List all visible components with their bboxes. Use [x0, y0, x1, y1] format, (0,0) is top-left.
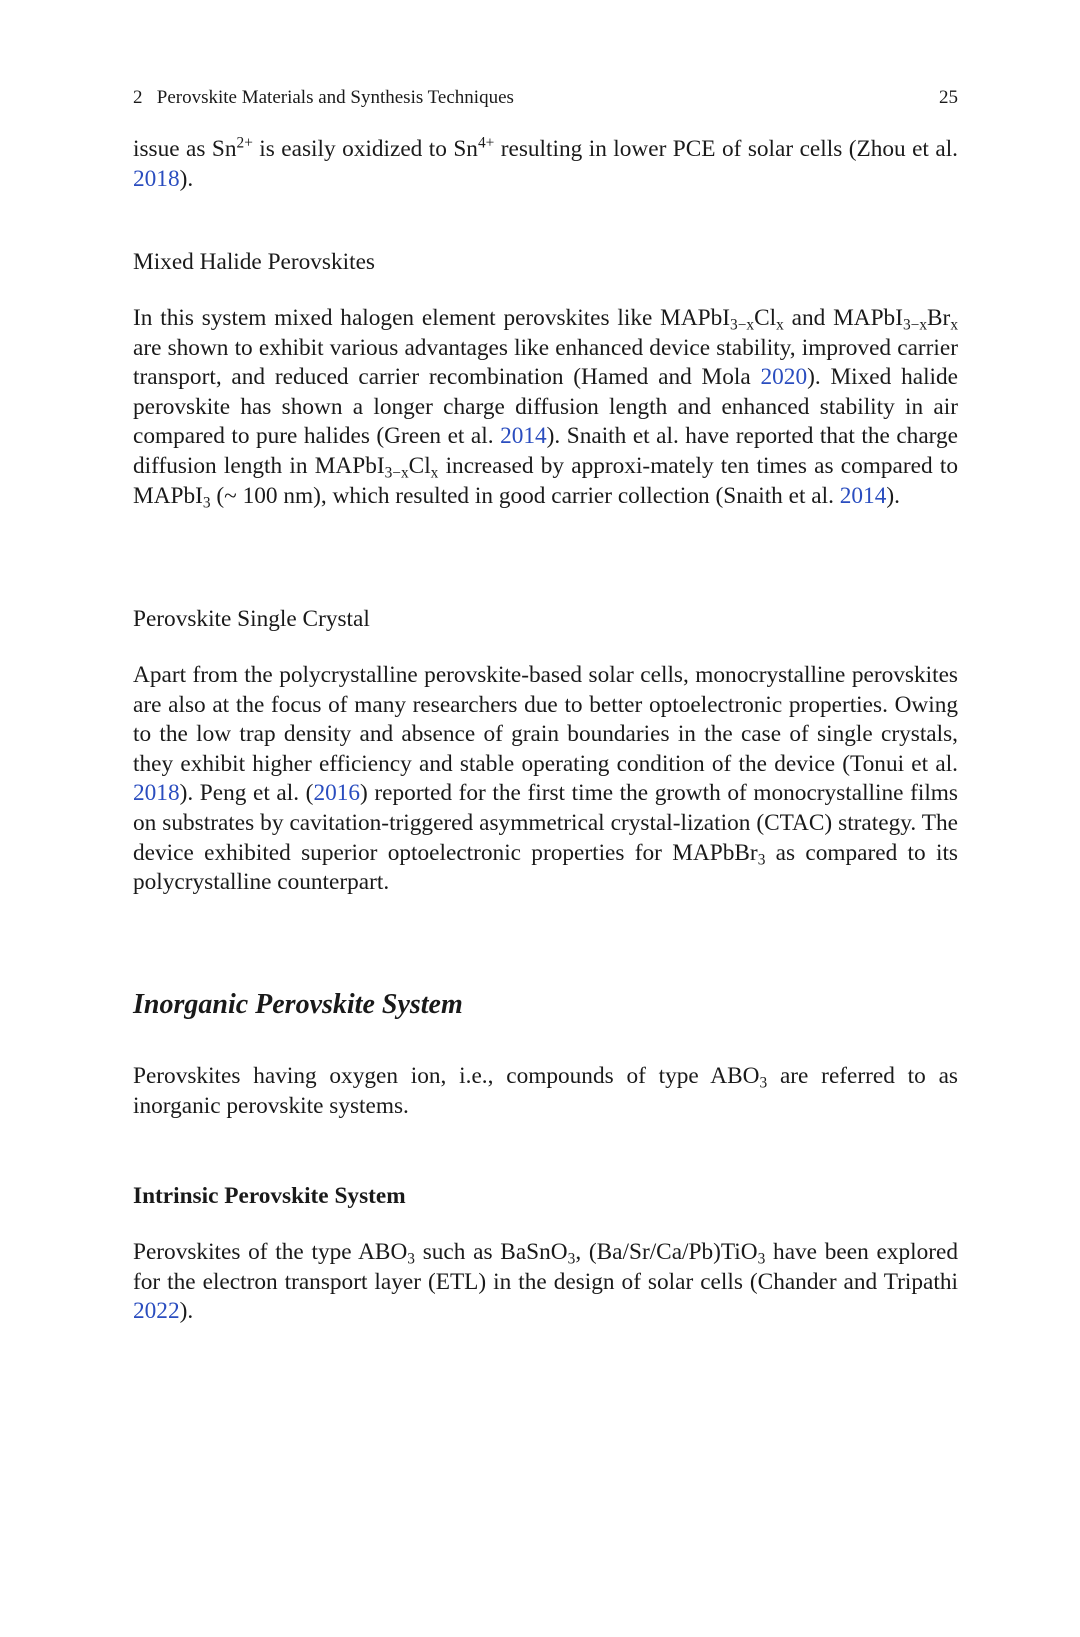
- citation-link[interactable]: 2014: [500, 423, 547, 450]
- intrinsic-heading: Intrinsic Perovskite System: [133, 1183, 406, 1209]
- single-crystal-paragraph: Apart from the polycrystalline perovskite-based solar cells, monocrystalline perovskites are also at the focus of many researchers due to better optoelectronic properties. Owing to the low trap density and absence of grain boundaries in the case of single crystals, they exhibit higher efficiency and stable operating condition of the device (Tonui et al. 2018). Peng et al. (2016) reported for the first time the growth of monocrystalline films on substrates by cavitation-triggered asymmetrical crystal-lization (CTAC) strategy. The device exhibited superior optoelectronic properties for MAPbBr$_3$ as compared to its polycrystalline counterpart.: [133, 662, 958, 896]
- single-crystal-heading: Perovskite Single Crystal: [133, 606, 370, 632]
- citation-link[interactable]: 2018: [133, 780, 180, 807]
- intrinsic-paragraph: Perovskites of the type $ABO_3$ such as BaSnO$_3$, (Ba/Sr/Ca/Pb)TiO$_3$ have been explored for the electron transport layer (ETL) in the design of solar cells (Chander and Tripathi 2022).: [133, 1239, 958, 1325]
- citation-link[interactable]: 2018: [133, 165, 180, 192]
- intro-paragraph: issue as $Sn^{2+}$ is easily oxidized to $Sn^{4+}$ resulting in lower PCE of solar cells (Zhou et al. 2018).: [133, 134, 958, 192]
- mixed-halide-paragraph: In this system mixed halogen element perovskites like $MAPbI_{3-x}Cl_x$ and $MAPbI_{3-x}Br_x$ are shown to exhibit various advantages like enhanced device stability, improved carrier transport, and reduced carrier recombination (Hamed and Mola 2020). Mixed halide perovskite has shown a longer charge diffusion length and enhanced stability in air compared to pure halides (Green et al. 2014). Snaith et al. have reported that the charge diffusion length in $MAPbI_{3-x}Cl_x$ increased by approxi-mately ten times as compared to MAPbI$_3$ (~ 100 nm), which resulted in good carrier collection (Snaith et al. 2014).: [133, 305, 959, 511]
- citation-link[interactable]: 2022: [133, 1298, 180, 1325]
- chapter-title: Perovskite Materials and Synthesis Techniques: [156, 87, 514, 108]
- inorganic-paragraph: Perovskites having oxygen ion, i.e., compounds of type $ABO_3$ are referred to as inorganic perovskite systems.: [133, 1063, 958, 1119]
- chapter-number: 2: [133, 87, 143, 108]
- citation-link[interactable]: 2014: [839, 482, 887, 509]
- page-number: 25: [939, 87, 958, 108]
- citation-link[interactable]: 2020: [760, 364, 808, 391]
- citation-link[interactable]: 2016: [313, 780, 361, 807]
- inorganic-section-title: Inorganic Perovskite System: [133, 989, 463, 1020]
- chapter-label: [133, 86, 514, 110]
- mixed-halide-heading: Mixed Halide Perovskites: [133, 249, 375, 275]
